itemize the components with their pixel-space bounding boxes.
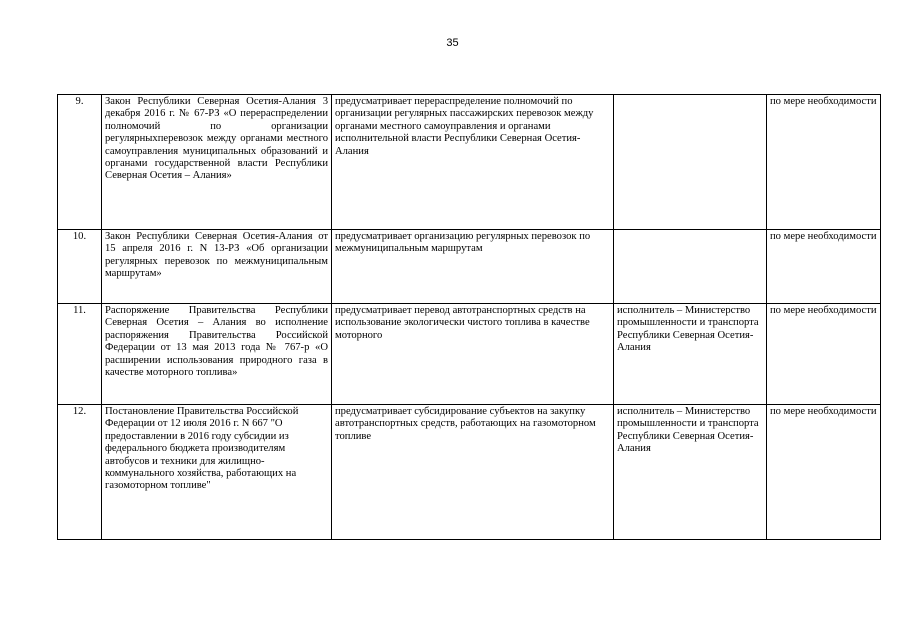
legal-document: Распоряжение Правительства Республики Северная Осетия – Алания во исполнение распоряжения Правительства Российской Федерации от 13 мая 2013 года № 767-р «О расширении использования природного газа в качестве моторного топлива» [102, 304, 332, 405]
row-number: 9. [58, 95, 102, 230]
row-number: 11. [58, 304, 102, 405]
row-number: 10. [58, 230, 102, 304]
executor [614, 95, 767, 230]
measure-description: предусматривает перераспределение полномочий по организации регулярных пассажирских перевозок между органами местного самоуправления и органами исполнительной власти Республики Северная Осетия-Алания [332, 95, 614, 230]
executor: исполнитель – Министерство промышленности и транспорта Республики Северная Осетия-Алания [614, 304, 767, 405]
term: по мере необходимости [767, 230, 881, 304]
measure-description: предусматривает организацию регулярных перевозок по межмуниципальным маршрутам [332, 230, 614, 304]
table-row [58, 405, 881, 540]
table-row [58, 230, 881, 304]
measure-description: предусматривает субсидирование субъектов на закупку автотранспортных средств, работающих на газомоторном топливе [332, 405, 614, 540]
table-row [58, 304, 881, 405]
page-number: 35 [446, 37, 459, 49]
legal-document: Постановление Правительства Российской Федерации от 12 июля 2016 г. N 667 "О предоставлении в 2016 году субсидии из федерального бюджета производителям автобусов и техники для жилищно-коммунального хозяйства, работающих на газомоторном топливе" [102, 405, 332, 540]
executor [614, 230, 767, 304]
term: по мере необходимости [767, 405, 881, 540]
row-number: 12. [58, 405, 102, 540]
measure-description: предусматривает перевод автотранспортных средств на использование экологически чистого топлива в качестве моторного [332, 304, 614, 405]
measures-table [57, 94, 881, 540]
table-row [58, 95, 881, 230]
legal-document: Закон Республики Северная Осетия-Алания от 15 апреля 2016 г. N 13-РЗ «Об организации регулярных перевозок по межмуниципальным маршрутам» [102, 230, 332, 304]
executor: исполнитель – Министерство промышленности и транспорта Республики Северная Осетия-Алания [614, 405, 767, 540]
term: по мере необходимости [767, 304, 881, 405]
legal-document: Закон Республики Северная Осетия-Алания 3 декабря 2016 г. № 67-РЗ «О перераспределении полномочий по организации регулярныхперевозок между органами местного самоуправления муниципальных образований и органами государственной власти Республики Северная Осетия – Алания» [102, 95, 332, 230]
term: по мере необходимости [767, 95, 881, 230]
